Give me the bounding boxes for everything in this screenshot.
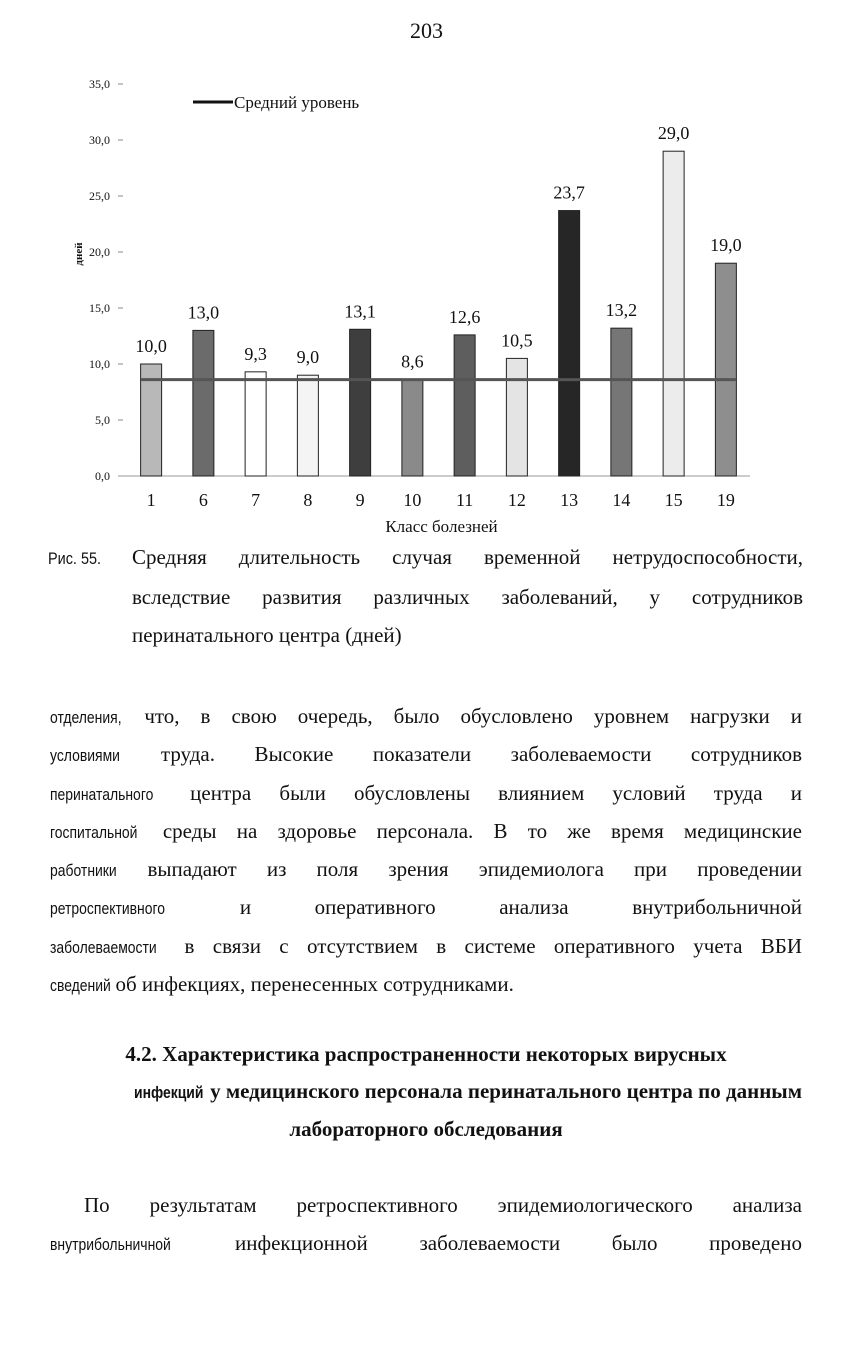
bar-value-label: 23,7: [553, 182, 585, 203]
bar: [402, 380, 423, 476]
bar: [245, 372, 266, 476]
paragraph-2-rest: инфекционной заболеваемости было проведено: [183, 1231, 802, 1255]
paragraph-1-line-lead: сведений: [50, 976, 111, 996]
y-tick-label: 5,0: [95, 413, 110, 427]
caption-line-1: [48, 538, 803, 578]
section-heading-line-1: 4.2. Характеристика распространенности некоторых вирусных: [125, 1042, 727, 1066]
page-number: 203: [410, 18, 443, 43]
y-axis-label: дней: [73, 242, 85, 266]
paragraph-1-line: [50, 928, 802, 966]
x-tick-label: 6: [198, 490, 208, 510]
paragraph-1-line-lead: госпитальной: [50, 822, 138, 842]
bar: [611, 328, 632, 476]
bar-value-label: 8,6: [401, 351, 424, 372]
section-heading-line-2: [50, 1073, 802, 1111]
bar: [297, 375, 318, 476]
paragraph-2-lead: внутрибольничной: [50, 1235, 171, 1254]
y-tick-label: 30,0: [89, 133, 110, 147]
x-tick-label: 1: [146, 490, 156, 510]
x-tick-label: 9: [355, 490, 365, 510]
paragraph-1-line-rest: труда. Высокие показатели заболеваемости сотрудников: [121, 742, 802, 767]
paragraph-1-line: [50, 698, 802, 736]
bar: [350, 329, 371, 476]
caption-line-3: перинатального центра (дней): [132, 623, 402, 647]
x-tick-label: 10: [403, 490, 422, 510]
caption-label: Рис. 55.: [48, 549, 102, 568]
bar: [454, 335, 475, 476]
y-tick-label: 25,0: [89, 189, 110, 203]
bar: [663, 151, 684, 476]
paragraph-1-line-lead: заболеваемости: [50, 937, 157, 957]
bar-value-label: 29,0: [657, 123, 690, 144]
y-tick-label: 35,0: [89, 77, 110, 91]
section-heading-lead: инфекций: [134, 1083, 204, 1102]
y-tick-label: 15,0: [89, 301, 110, 315]
x-tick-label: 15: [664, 490, 683, 510]
bar-value-label: 12,6: [448, 306, 481, 327]
bar-value-label: 10,0: [135, 336, 167, 356]
paragraph-1-line-lead: работники: [50, 861, 117, 881]
bar: [715, 263, 736, 476]
section-heading-line-3: лабораторного обследования: [289, 1117, 563, 1141]
y-tick-label: 10,0: [89, 357, 110, 371]
bar: [506, 358, 527, 476]
bar-value-label: 19,0: [710, 235, 742, 256]
paragraph-2-line-2: [50, 1224, 802, 1264]
paragraph-1-line: [50, 736, 802, 774]
y-tick-label: 20,0: [89, 245, 110, 259]
bar-value-label: 10,5: [501, 330, 533, 351]
paragraph-1-line-rest: среды на здоровье персонала. В то же время медицинские: [142, 818, 802, 843]
x-tick-label: 8: [303, 490, 313, 510]
y-tick-label: 0,0: [95, 469, 110, 483]
chart-labels: [135, 93, 741, 510]
paragraph-1-line: [50, 966, 802, 1004]
x-tick-label: 11: [455, 490, 474, 510]
x-tick-label: 19: [716, 490, 735, 510]
paragraph-1-line-rest: выпадают из поля зрения эпидемиолога при проведении: [117, 857, 802, 882]
paragraph-1-line: [50, 889, 802, 927]
section-heading: [50, 1036, 802, 1148]
chart-bars: [141, 151, 737, 476]
section-heading-rest: у медицинского персонала перинатального центра по данным: [204, 1079, 802, 1103]
x-tick-label: 12: [507, 490, 526, 510]
paragraph-1-line-lead: ретроспективного: [50, 899, 166, 919]
x-tick-label: 13: [560, 490, 579, 510]
bar: [559, 211, 580, 476]
bar-value-label: 13,1: [344, 301, 376, 322]
bar-value-label: 13,2: [605, 300, 638, 321]
paragraph-1-line-lead: перинатального: [50, 784, 154, 804]
legend-label: Средний уровень: [234, 93, 360, 112]
x-tick-label: 14: [612, 490, 631, 510]
paragraph-1-line-rest: и оперативного анализа внутрибольничной: [176, 895, 802, 920]
paragraph-1-line-rest: в связи с отсутствием в системе оперативного учета ВБИ: [166, 933, 802, 958]
paragraph-1: [50, 698, 802, 1004]
bar-value-label: 9,3: [244, 343, 267, 364]
paragraph-1-line-rest: об инфекциях, перенесенных сотрудниками.: [110, 972, 514, 997]
paragraph-1-line-rest: центра были обусловлены влиянием условий труда и: [162, 780, 802, 805]
caption-line-2: вследствие развития различных заболеваний, у сотрудников: [132, 585, 803, 609]
caption-text-1: Средняя длительность случая временной нетрудоспособности,: [132, 545, 803, 569]
paragraph-1-line: [50, 775, 802, 813]
x-tick-label: 7: [251, 490, 261, 510]
paragraph-1-line-lead: условиями: [50, 746, 120, 766]
figure-caption: [48, 538, 803, 654]
paragraph-2-line-1: По результатам ретроспективного эпидемиологического анализа: [84, 1193, 802, 1217]
paragraph-1-line-lead: отделения,: [50, 708, 122, 727]
paragraph-2: [50, 1186, 802, 1264]
bar-value-label: 9,0: [296, 347, 320, 368]
paragraph-1-line: [50, 813, 802, 851]
bar: [193, 330, 214, 476]
paragraph-1-line-rest: что, в свою очередь, было обусловлено уровнем нагрузки и: [123, 704, 802, 728]
bar-chart: [60, 68, 760, 538]
bar-value-label: 13,0: [187, 302, 220, 323]
x-axis-label: Класс болезней: [385, 517, 498, 536]
paragraph-1-line: [50, 851, 802, 889]
